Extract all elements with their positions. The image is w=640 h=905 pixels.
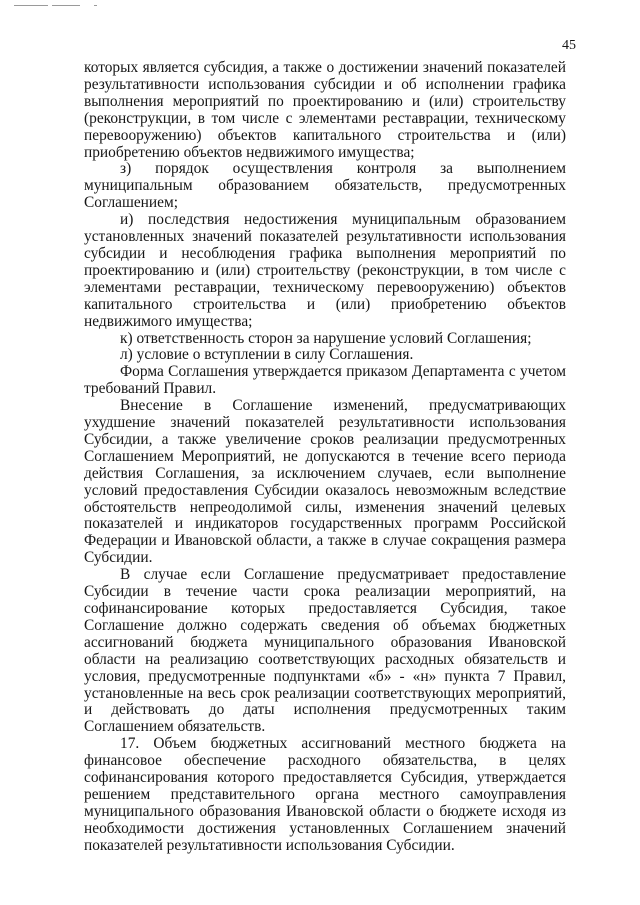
paragraph-item-k: к) ответственность сторон за нарушение условий Соглашения; (120, 329, 532, 347)
scan-mark (14, 5, 48, 6)
paragraph-agreement-form: Форма Соглашения утверждается приказом Департамента с учетом требований Правил. (84, 363, 566, 398)
paragraph-continuation: которых является субсидия, а также о достижении значений показателей результативности использования субсидии и об исполнении графика выполнения мероприятий по проектированию и (или) строительству (реконструкции, в том числе с элементами реставрации, техническому перевооружению) объектов капитального строительства и (или) приобретению объектов недвижимого имущества; (84, 59, 566, 161)
paragraph-partial-term: В случае если Соглашение предусматривает предоставление Субсидии в течение части срока реализации мероприятий, на софинансирование которых предоставляется Субсидия, такое Соглашение должно содержать сведения об объемах бюджетных ассигнований бюджета муниципального образования Ивановской области на реализацию соответствующих расходных обязательств и условия, предусмотренные подпунктами «б» - «н» пункта 7 Правил, установленные на весь срок реализации соответствующих мероприятий, и действовать до даты исполнения предусмотренных таким Соглашением обязательств. (84, 566, 566, 736)
page-number: 45 (562, 38, 576, 53)
paragraph-item-i: и) последствия недостижения муниципальным образованием установленных значений показателей результативности использования субсидии и несоблюдения графика выполнения мероприятий по проектированию и (или) строительству (реконструкции, в том числе с элементами реставрации, техническому перевооружению) объектов капитального строительства и (или) приобретению объектов недвижимого имущества; (84, 211, 566, 330)
document-body (84, 60, 566, 855)
paragraph-point-17: 17. Объем бюджетных ассигнований местного бюджета на финансовое обеспечение расходного обязательства, в целях софинансирования которого предоставляется Субсидия, утверждается решением представительного органа местного самоуправления муниципального образования Ивановской области о бюджете исходя из необходимости достижения установленных Соглашением значений показателей результативности использования Субсидии. (84, 735, 566, 854)
paragraph-item-l: л) условие о вступлении в силу Соглашения. (120, 346, 414, 364)
scan-mark (94, 5, 97, 6)
scan-mark (52, 5, 80, 6)
paragraph-item-z: з) порядок осуществления контроля за выполнением муниципальным образованием обязательств, предусмотренных Соглашением; (84, 160, 566, 212)
paragraph-agreement-changes: Внесение в Соглашение изменений, предусматривающих ухудшение значений показателей результативности использования Субсидии, а также увеличение сроков реализации предусмотренных Соглашением Мероприятий, не допускаются в течение всего периода действия Соглашения, за исключением случаев, если выполнение условий предоставления Субсидии оказалось невозможным вследствие обстоятельств непреодолимой силы, изменения значений целевых показателей и индикаторов государственных программ Российской Федерации и Ивановской области, а также в случае сокращения размера Субсидии. (84, 397, 566, 567)
